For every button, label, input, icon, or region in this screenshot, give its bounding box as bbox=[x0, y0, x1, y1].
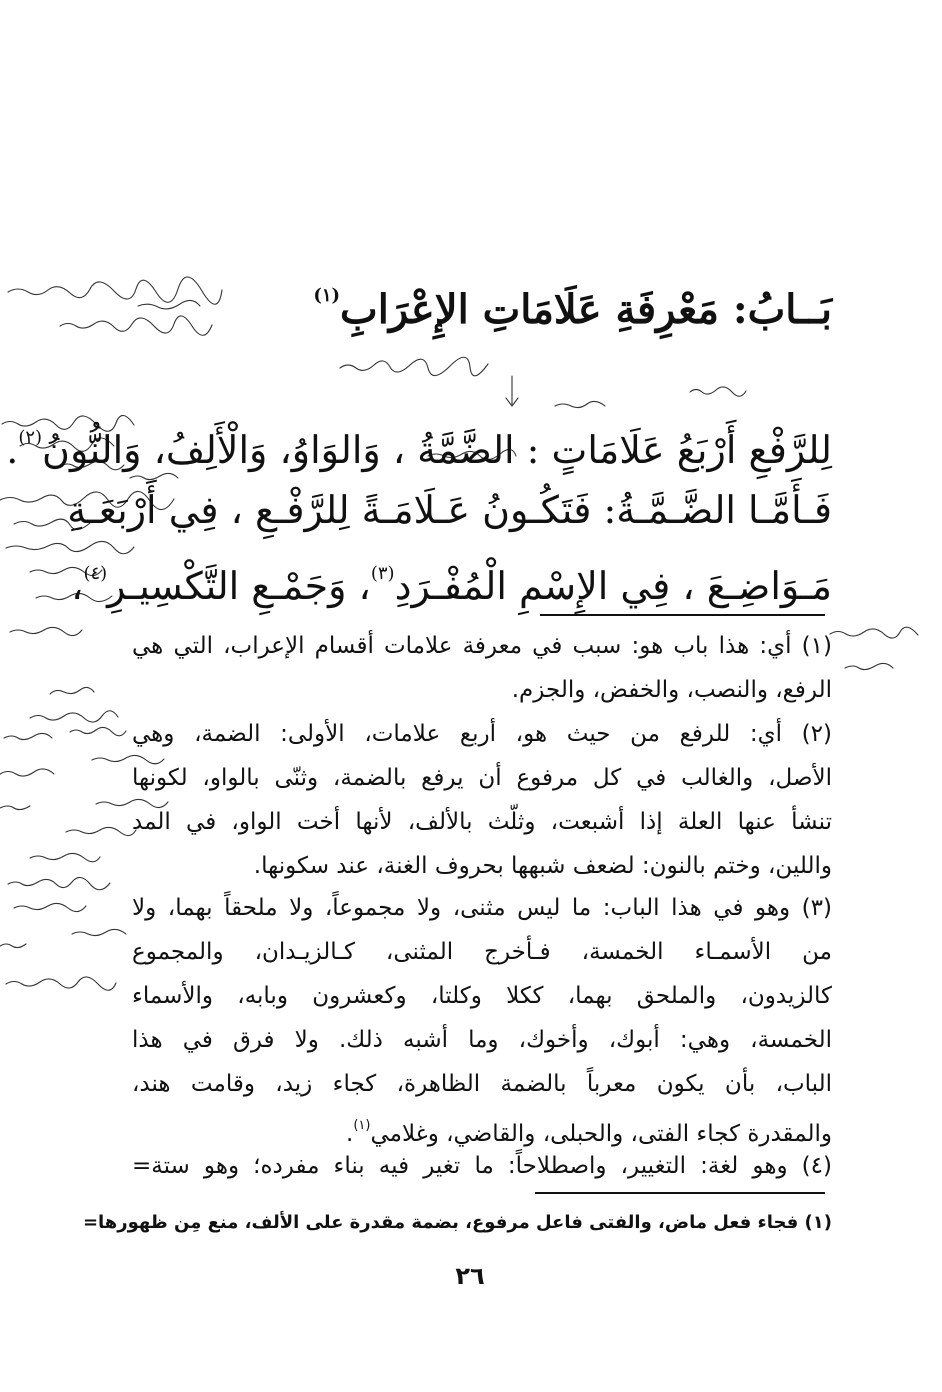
main-text-line bbox=[71, 544, 832, 616]
main-text-segment: ، وَجَمْـعِ التَّكْسِيـرِ bbox=[107, 564, 371, 608]
footnote-ref: (٤) bbox=[83, 563, 108, 584]
chapter-title bbox=[272, 268, 832, 338]
page-number: ٢٦ bbox=[455, 1262, 485, 1290]
footnote-ref: (٢) bbox=[18, 427, 43, 448]
footnote-line: الرفع، والنصب، والخفض، والجزم. bbox=[511, 677, 832, 703]
footnote-line: (١) أي: هذا باب هو: سبب في معرفة علامات أقسام الإعراب، التي هي bbox=[132, 633, 832, 659]
footnote-line: (٢) أي: للرفع من حيث هو، أربع علامات، الأولى: الضمة، وهي bbox=[132, 721, 832, 747]
main-text-line: فَـأَمَّـا الضَّـمَّـةُ: فَتَكُـونُ عَـلَامَـةً لِلرَّفْـعِ ، فِي أَرْبَعَـةِ bbox=[67, 488, 832, 532]
sub-footnote: (١) فجاء فعل ماض، والفتى فاعل مرفوع، بضمة مقدرة على الألف، منع مِن ظهورها= bbox=[82, 1212, 832, 1233]
footnote-line: كالزيدون، والملحق بهما، ككلا وكلتا، وكعشرون وبابه، والأسماء bbox=[132, 983, 832, 1009]
main-text-segment: . bbox=[6, 428, 19, 472]
footnote-line: واللين، وختم بالنون: لضعف شبهها بحروف الغنة، عند سكونها. bbox=[253, 853, 832, 879]
footnote-line: من الأسمـاء الخمسة، فـأخرج المثنى، كـالزيـدان، والمجموع bbox=[132, 939, 832, 965]
sub-footnote-separator bbox=[535, 1192, 825, 1194]
footnote-line: الباب، بأن يكون معرباً بالضمة الظاهرة، كجاء زيد، وقامت هند، bbox=[132, 1071, 832, 1097]
main-text-segment: ، bbox=[71, 564, 84, 608]
footnote-line: الأصل، والغالب في كل مرفوع أن يرفع بالضمة، وثنّى بالواو، لكونها bbox=[132, 765, 832, 791]
main-text-segment: لِلرَّفْعِ أَرْبَعُ عَلَامَاتٍ : الضَّمَّةُ ، وَالوَاوُ، وَالْأَلِفُ، وَالنُّونُ bbox=[42, 428, 832, 472]
chapter-title-text: بَــابُ: مَعْرِفَةِ عَلَامَاتِ الإِعْرَابِ bbox=[340, 286, 832, 333]
main-text-line bbox=[6, 408, 832, 480]
footnote-line: (٣) وهو في هذا الباب: ما ليس مثنى، ولا مجموعاً، ولا ملحقاً بهما، ولا bbox=[132, 895, 832, 921]
footnote-separator bbox=[540, 614, 825, 616]
footnote-ref: (١) bbox=[313, 285, 341, 306]
main-text-segment: مَـوَاضِـعَ ، فِي الإِسْمِ الْمُفْـرَدِ bbox=[394, 564, 832, 608]
footnote-line: (٤) وهو لغة: التغيير، واصطلاحاً: ما تغير فيه بناء مفرده؛ وهو ستة= bbox=[132, 1153, 832, 1179]
footnote-ref: (٣) bbox=[370, 563, 395, 584]
footnote-segment: والمقدرة كجاء الفتى، والحبلى، والقاضي، وغلامي bbox=[370, 1121, 832, 1147]
footnote-line: تنشأ عنها العلة إذا أشبعت، وثلّث بالألف، لأنها أخت الواو، في المد bbox=[132, 809, 832, 835]
footnote-line: الخمسة، وهي: أبوك، وأخوك، وما أشبه ذلك. ولا فرق في هذا bbox=[132, 1027, 832, 1053]
footnote-ref: (١) bbox=[353, 1118, 371, 1133]
footnote-segment: . bbox=[346, 1121, 354, 1147]
